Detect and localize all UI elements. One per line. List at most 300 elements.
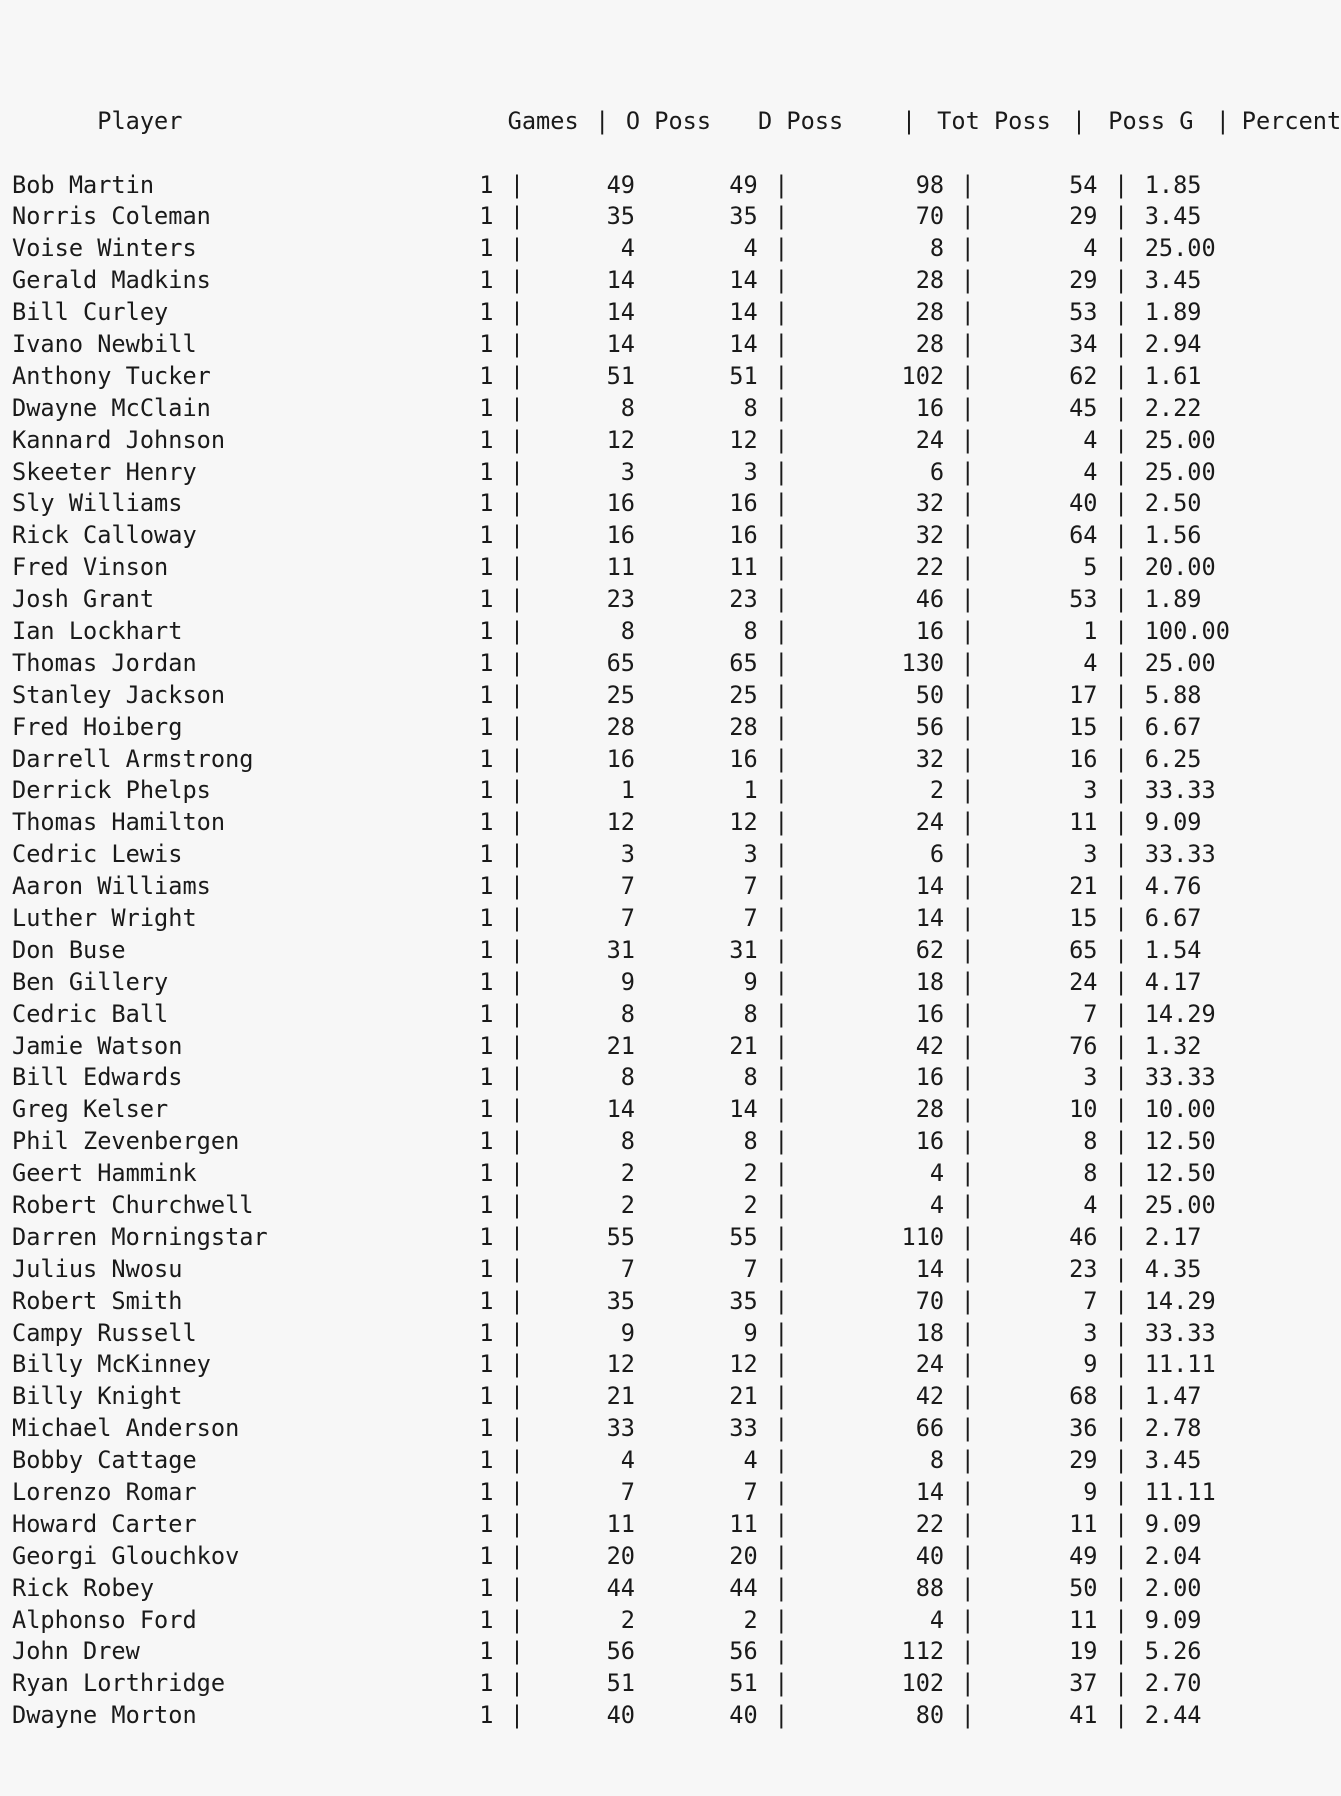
column-separator: |: [509, 1573, 525, 1602]
column-separator: |: [1113, 904, 1129, 932]
cell-games: 1: [479, 425, 494, 454]
cell-games: 1: [479, 712, 494, 741]
table-row: [12, 712, 1341, 744]
cell-o-poss: 35: [606, 1286, 635, 1315]
column-separator: |: [1113, 234, 1129, 263]
cell-player: Alphonso Ford: [12, 1605, 197, 1634]
cell-poss-g: 9: [1083, 1478, 1098, 1507]
table-row: [12, 457, 1341, 489]
column-separator: |: [1113, 744, 1129, 773]
column-separator: |: [960, 393, 975, 422]
cell-poss-g: 10: [1069, 1095, 1098, 1124]
column-separator: |: [1113, 1286, 1129, 1315]
cell-player: Ryan Lorthridge: [12, 1669, 226, 1698]
cell-d-poss: 1: [743, 776, 758, 805]
cell-games: 1: [479, 1254, 494, 1283]
column-separator: |: [774, 457, 789, 486]
cell-poss-g: 65: [1069, 935, 1098, 964]
cell-d-poss: 33: [729, 1414, 758, 1443]
cell-player: Cedric Ball: [12, 999, 169, 1028]
table-row: [12, 616, 1341, 648]
column-separator: |: [960, 202, 975, 231]
cell-tot-poss: 50: [915, 680, 945, 709]
cell-poss-g: 29: [1069, 266, 1098, 295]
cell-d-poss: 44: [729, 1573, 758, 1602]
column-separator: |: [774, 234, 789, 263]
cell-o-poss: 14: [606, 266, 635, 295]
cell-tot-poss: 88: [915, 1573, 945, 1602]
cell-player: Rick Robey: [12, 1573, 155, 1602]
cell-poss-g: 8: [1083, 1127, 1098, 1156]
column-separator: |: [509, 1286, 525, 1315]
cell-percent: 12.50: [1144, 1127, 1216, 1156]
cell-poss-g: 23: [1069, 1254, 1098, 1283]
player-stats-table: [12, 10, 1341, 1796]
column-separator: |: [1113, 1159, 1129, 1188]
cell-games: 1: [479, 329, 494, 358]
cell-d-poss: 14: [729, 266, 758, 295]
cell-games: 1: [479, 521, 494, 550]
column-separator: |: [509, 1637, 525, 1666]
cell-d-poss: 40: [729, 1701, 758, 1730]
cell-poss-g: 34: [1069, 329, 1098, 358]
cell-d-poss: 14: [729, 1095, 758, 1124]
column-separator: |: [960, 744, 975, 773]
column-separator: |: [1113, 393, 1129, 422]
cell-games: 1: [479, 616, 494, 645]
cell-player: Greg Kelser: [12, 1095, 169, 1124]
column-separator: |: [1113, 1254, 1129, 1283]
column-separator: |: [509, 1350, 525, 1379]
cell-player: Bob Martin: [12, 170, 155, 199]
table-body: [12, 170, 1341, 1733]
cell-games: 1: [479, 967, 494, 996]
cell-poss-g: 11: [1069, 1605, 1098, 1634]
column-separator: |: [509, 904, 525, 932]
cell-games: 1: [479, 1414, 494, 1443]
cell-o-poss: 56: [606, 1637, 635, 1666]
cell-poss-g: 36: [1069, 1414, 1098, 1443]
column-separator: |: [1113, 425, 1129, 454]
cell-player: Robert Smith: [12, 1286, 183, 1315]
cell-percent: 33.33: [1144, 776, 1216, 805]
column-separator: |: [1113, 1127, 1129, 1156]
cell-percent: 5.88: [1144, 680, 1202, 709]
cell-player: Phil Zevenbergen: [12, 1127, 240, 1156]
column-separator: |: [960, 521, 975, 550]
column-separator: |: [1113, 1637, 1129, 1666]
column-separator: |: [960, 266, 975, 295]
cell-o-poss: 7: [620, 1254, 635, 1283]
cell-tot-poss: 98: [915, 170, 945, 199]
cell-player: Billy Knight: [12, 1382, 183, 1411]
cell-d-poss: 9: [743, 1318, 758, 1347]
cell-poss-g: 3: [1083, 840, 1098, 869]
cell-poss-g: 4: [1083, 234, 1098, 263]
cell-poss-g: 11: [1069, 1509, 1098, 1538]
cell-player: Geert Hammink: [12, 1159, 197, 1188]
column-separator: |: [509, 1414, 525, 1443]
column-separator: |: [509, 1605, 525, 1634]
cell-games: 1: [479, 904, 494, 932]
cell-percent: 4.17: [1144, 967, 1202, 996]
cell-o-poss: 9: [620, 1318, 635, 1347]
cell-tot-poss: 4: [929, 1605, 945, 1634]
table-row: [12, 1349, 1341, 1381]
cell-player: Gerald Madkins: [12, 266, 211, 295]
column-separator: |: [960, 1254, 975, 1283]
cell-poss-g: 37: [1069, 1669, 1098, 1698]
cell-games: 1: [479, 1541, 494, 1570]
cell-percent: 3.45: [1144, 202, 1202, 231]
cell-tot-poss: 28: [915, 298, 945, 327]
column-separator: |: [1113, 1414, 1129, 1443]
cell-d-poss: 55: [729, 1222, 758, 1251]
cell-games: 1: [479, 1382, 494, 1411]
column-separator: |: [774, 840, 789, 869]
cell-player: Norris Coleman: [12, 202, 211, 231]
column-separator: |: [509, 744, 525, 773]
cell-percent: 1.54: [1144, 935, 1202, 964]
table-row: [12, 1541, 1341, 1573]
column-separator: |: [774, 489, 789, 518]
cell-games: 1: [479, 1573, 494, 1602]
cell-tot-poss: 102: [901, 1669, 945, 1698]
cell-player: Luther Wright: [12, 904, 197, 932]
cell-d-poss: 4: [743, 234, 758, 263]
cell-player: Don Buse: [12, 935, 126, 964]
cell-player: Kannard Johnson: [12, 425, 226, 454]
column-separator: |: [1113, 298, 1129, 327]
cell-d-poss: 14: [729, 298, 758, 327]
table-row: [12, 520, 1341, 552]
cell-percent: 1.47: [1144, 1382, 1202, 1411]
cell-games: 1: [479, 1159, 494, 1188]
column-separator: |: [1113, 1222, 1129, 1251]
column-separator: |: [1113, 553, 1129, 582]
column-separator: |: [509, 1127, 525, 1156]
cell-o-poss: 12: [606, 1350, 635, 1379]
cell-percent: 33.33: [1144, 1063, 1216, 1092]
cell-tot-poss: 32: [915, 521, 945, 550]
column-separator: |: [901, 106, 917, 135]
column-separator: |: [1113, 999, 1129, 1028]
cell-d-poss: 31: [729, 935, 758, 964]
column-separator: |: [1113, 329, 1129, 358]
cell-poss-g: 4: [1083, 1191, 1098, 1220]
cell-player: Bill Curley: [12, 298, 169, 327]
cell-poss-g: 45: [1069, 393, 1098, 422]
table-header-row: [12, 74, 1341, 135]
cell-player: Cedric Lewis: [12, 840, 183, 869]
cell-o-poss: 8: [620, 616, 635, 645]
cell-o-poss: 28: [606, 712, 635, 741]
column-separator: |: [774, 553, 789, 582]
column-separator: |: [1113, 616, 1129, 645]
cell-tot-poss: 28: [915, 329, 945, 358]
column-separator: |: [1071, 106, 1087, 135]
column-separator: |: [774, 1095, 789, 1124]
column-separator: |: [509, 1478, 525, 1507]
column-separator: |: [774, 1701, 789, 1730]
cell-tot-poss: 16: [915, 393, 945, 422]
table-row: [12, 1700, 1341, 1732]
cell-games: 1: [479, 234, 494, 263]
cell-poss-g: 3: [1083, 1063, 1098, 1092]
table-row: [12, 425, 1341, 457]
cell-games: 1: [479, 648, 494, 677]
cell-o-poss: 1: [620, 776, 635, 805]
cell-percent: 33.33: [1144, 840, 1216, 869]
cell-games: 1: [479, 744, 494, 773]
column-separator: |: [509, 616, 525, 645]
cell-percent: 4.76: [1144, 872, 1202, 901]
column-separator: |: [1113, 1031, 1129, 1060]
column-separator: |: [1113, 266, 1129, 295]
column-separator: |: [1113, 1095, 1129, 1124]
cell-d-poss: 23: [729, 585, 758, 614]
column-separator: |: [960, 712, 975, 741]
column-separator: |: [774, 1286, 789, 1315]
cell-player: Georgi Glouchkov: [12, 1541, 240, 1570]
cell-percent: 2.04: [1144, 1541, 1202, 1570]
cell-percent: 3.45: [1144, 1446, 1202, 1475]
column-separator: |: [774, 1063, 789, 1092]
column-separator: |: [774, 266, 789, 295]
column-separator: |: [509, 457, 525, 486]
cell-d-poss: 28: [729, 712, 758, 741]
column-separator: |: [509, 553, 525, 582]
cell-tot-poss: 18: [915, 967, 945, 996]
cell-poss-g: 29: [1069, 1446, 1098, 1475]
column-separator: |: [1113, 1350, 1129, 1379]
cell-poss-g: 29: [1069, 202, 1098, 231]
column-separator: |: [960, 1063, 975, 1092]
column-separator: |: [509, 1159, 525, 1188]
cell-poss-g: 3: [1083, 776, 1098, 805]
cell-games: 1: [479, 776, 494, 805]
column-separator: |: [509, 202, 525, 231]
cell-tot-poss: 80: [915, 1701, 945, 1730]
cell-games: 1: [479, 1127, 494, 1156]
cell-d-poss: 65: [729, 648, 758, 677]
column-separator: |: [774, 202, 789, 231]
cell-games: 1: [479, 553, 494, 582]
column-separator: |: [1113, 1669, 1129, 1698]
cell-d-poss: 51: [729, 361, 758, 390]
column-separator: |: [960, 776, 975, 805]
table-row: [12, 1381, 1341, 1413]
cell-d-poss: 8: [743, 999, 758, 1028]
cell-percent: 11.11: [1144, 1478, 1216, 1507]
table-row: [12, 903, 1341, 935]
cell-poss-g: 49: [1069, 1541, 1098, 1570]
column-separator: |: [509, 521, 525, 550]
table-row: [12, 1668, 1341, 1700]
column-separator: |: [509, 872, 525, 901]
cell-d-poss: 12: [729, 425, 758, 454]
cell-player: Campy Russell: [12, 1318, 197, 1347]
column-separator: |: [774, 744, 789, 773]
cell-tot-poss: 14: [915, 872, 945, 901]
cell-poss-g: 4: [1083, 457, 1098, 486]
cell-o-poss: 4: [620, 1446, 635, 1475]
cell-player: Josh Grant: [12, 585, 155, 614]
cell-percent: 14.29: [1144, 1286, 1216, 1315]
table-row: [12, 1286, 1341, 1318]
cell-percent: 25.00: [1144, 648, 1216, 677]
cell-games: 1: [479, 1605, 494, 1634]
header-d-poss: D Poss: [758, 106, 844, 135]
cell-player: Thomas Hamilton: [12, 808, 226, 837]
cell-percent: 11.11: [1144, 1350, 1216, 1379]
cell-d-poss: 14: [729, 329, 758, 358]
cell-poss-g: 4: [1083, 425, 1098, 454]
column-separator: |: [509, 840, 525, 869]
column-separator: |: [774, 170, 789, 199]
cell-games: 1: [479, 1286, 494, 1315]
cell-player: Thomas Jordan: [12, 648, 197, 677]
table-row: [12, 775, 1341, 807]
cell-tot-poss: 2: [929, 776, 945, 805]
column-separator: |: [774, 1573, 789, 1602]
cell-games: 1: [479, 393, 494, 422]
cell-d-poss: 20: [729, 1541, 758, 1570]
cell-poss-g: 64: [1069, 521, 1098, 550]
column-separator: |: [1113, 840, 1129, 869]
column-separator: |: [774, 1031, 789, 1060]
cell-d-poss: 4: [743, 1446, 758, 1475]
column-separator: |: [509, 170, 525, 199]
column-separator: |: [1113, 680, 1129, 709]
column-separator: |: [1113, 808, 1129, 837]
cell-percent: 1.89: [1144, 585, 1202, 614]
column-separator: |: [509, 648, 525, 677]
cell-games: 1: [479, 585, 494, 614]
cell-games: 1: [479, 1446, 494, 1475]
cell-tot-poss: 46: [915, 585, 945, 614]
column-separator: |: [960, 1573, 975, 1602]
cell-tot-poss: 66: [915, 1414, 945, 1443]
column-separator: |: [509, 298, 525, 327]
cell-player: Billy McKinney: [12, 1350, 211, 1379]
column-separator: |: [960, 1095, 975, 1124]
column-separator: |: [1113, 1509, 1129, 1538]
cell-player: Anthony Tucker: [12, 361, 211, 390]
cell-poss-g: 3: [1083, 1318, 1098, 1347]
cell-poss-g: 1: [1083, 616, 1098, 645]
cell-tot-poss: 8: [929, 234, 945, 263]
cell-player: Dwayne McClain: [12, 393, 211, 422]
table-row: [12, 1094, 1341, 1126]
cell-o-poss: 31: [606, 935, 635, 964]
column-separator: |: [960, 935, 975, 964]
column-separator: |: [960, 457, 975, 486]
cell-o-poss: 8: [620, 999, 635, 1028]
cell-d-poss: 8: [743, 1063, 758, 1092]
cell-tot-poss: 56: [915, 712, 945, 741]
cell-tot-poss: 32: [915, 489, 945, 518]
column-separator: |: [960, 329, 975, 358]
cell-player: Rick Calloway: [12, 521, 197, 550]
cell-games: 1: [479, 1318, 494, 1347]
cell-tot-poss: 24: [915, 1350, 945, 1379]
cell-poss-g: 46: [1069, 1222, 1098, 1251]
column-separator: |: [509, 1254, 525, 1283]
cell-o-poss: 3: [620, 840, 635, 869]
cell-d-poss: 2: [743, 1605, 758, 1634]
cell-percent: 1.61: [1144, 361, 1202, 390]
table-row: [12, 1190, 1341, 1222]
column-separator: |: [960, 1159, 975, 1188]
table-row: [12, 584, 1341, 616]
cell-percent: 4.35: [1144, 1254, 1202, 1283]
cell-player: Ben Gillery: [12, 967, 169, 996]
column-separator: |: [509, 1701, 525, 1730]
cell-o-poss: 7: [620, 1478, 635, 1507]
cell-poss-g: 11: [1069, 808, 1098, 837]
cell-d-poss: 11: [729, 1509, 758, 1538]
cell-games: 1: [479, 361, 494, 390]
cell-d-poss: 35: [729, 202, 758, 231]
cell-poss-g: 17: [1069, 680, 1098, 709]
cell-poss-g: 7: [1083, 1286, 1098, 1315]
cell-percent: 12.50: [1144, 1159, 1216, 1188]
cell-player: Darrell Armstrong: [12, 744, 254, 773]
cell-poss-g: 41: [1069, 1701, 1098, 1730]
column-separator: |: [509, 234, 525, 263]
header-percent: Percent: [1241, 106, 1341, 135]
column-separator: |: [509, 1669, 525, 1698]
table-row: [12, 393, 1341, 425]
cell-percent: 6.67: [1144, 712, 1202, 741]
header-tot-poss: Tot Poss: [937, 106, 1051, 135]
cell-d-poss: 7: [743, 872, 758, 901]
table-row: [12, 201, 1341, 233]
column-separator: |: [960, 1478, 975, 1507]
cell-poss-g: 53: [1069, 298, 1098, 327]
column-separator: |: [960, 616, 975, 645]
cell-poss-g: 9: [1083, 1350, 1098, 1379]
column-separator: |: [960, 872, 975, 901]
column-separator: |: [774, 1414, 789, 1443]
cell-tot-poss: 24: [915, 808, 945, 837]
column-separator: |: [774, 1382, 789, 1411]
cell-games: 1: [479, 1478, 494, 1507]
cell-o-poss: 12: [606, 808, 635, 837]
column-separator: |: [774, 712, 789, 741]
cell-o-poss: 16: [606, 489, 635, 518]
cell-o-poss: 9: [620, 967, 635, 996]
cell-player: Ivano Newbill: [12, 329, 197, 358]
column-separator: |: [509, 680, 525, 709]
table-row: [12, 552, 1341, 584]
cell-d-poss: 3: [743, 457, 758, 486]
column-separator: |: [960, 298, 975, 327]
column-separator: |: [509, 1222, 525, 1251]
cell-d-poss: 49: [729, 170, 758, 199]
cell-d-poss: 7: [743, 1254, 758, 1283]
cell-tot-poss: 62: [915, 935, 945, 964]
table-row: [12, 648, 1341, 680]
table-row: [12, 807, 1341, 839]
column-separator: |: [509, 266, 525, 295]
cell-o-poss: 7: [620, 872, 635, 901]
cell-d-poss: 8: [743, 616, 758, 645]
cell-d-poss: 25: [729, 680, 758, 709]
table-row: [12, 1636, 1341, 1668]
column-separator: |: [509, 808, 525, 837]
